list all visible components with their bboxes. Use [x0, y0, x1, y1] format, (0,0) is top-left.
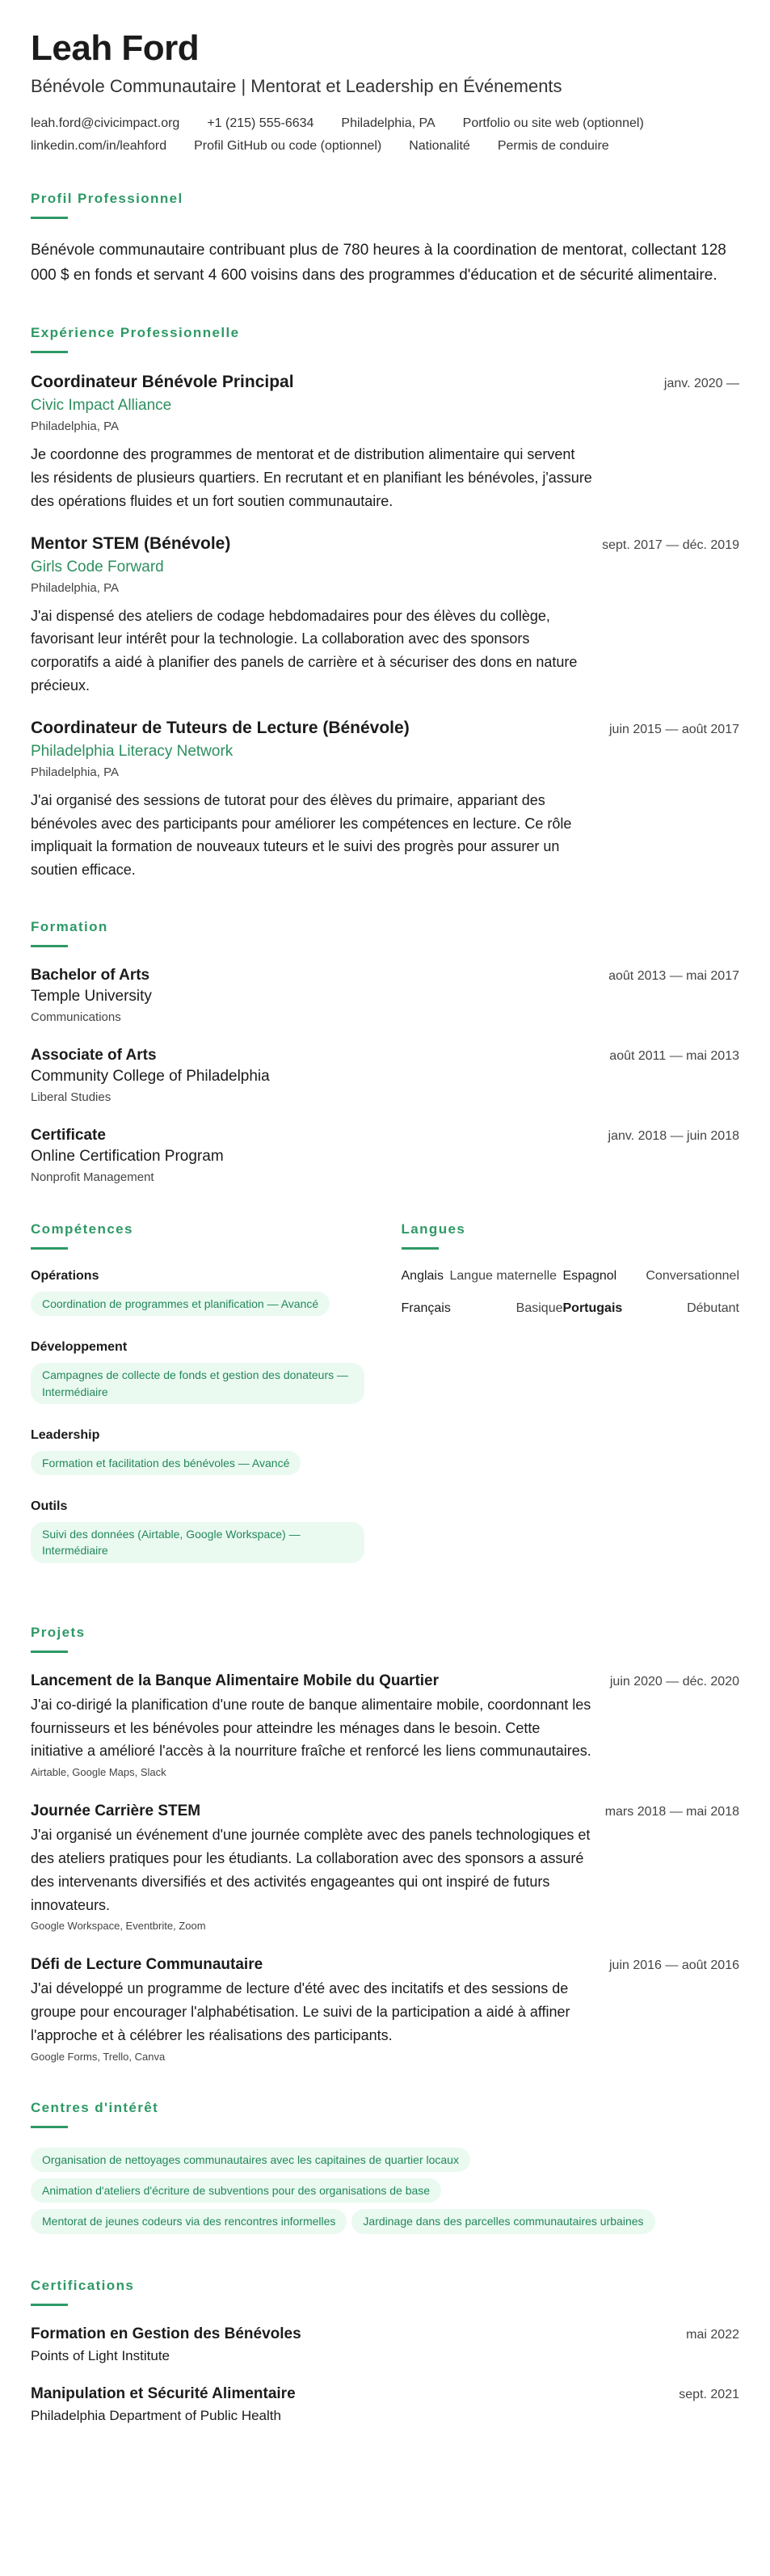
project-date: juin 2016 — août 2016	[608, 1958, 739, 1973]
section-title: Formation	[31, 918, 108, 934]
languages-section	[402, 1221, 740, 1587]
interest-list	[31, 2148, 739, 2241]
job-date: janv. 2020 —	[663, 377, 739, 391]
job-location: Philadelphia, PA	[31, 765, 119, 779]
job-description: J'ai organisé des sessions de tutorat pour des élèves du primaire, appariant des bénévoles avec des participants pour améliorer les compétences en lecture. Ce rôle impliquait la formation de nouveaux tuteurs et le suivi des progrès pour assurer un soutien efficace.	[31, 791, 572, 879]
section-divider	[31, 1651, 68, 1653]
section-divider	[31, 945, 68, 947]
language-name: Anglais	[401, 1268, 444, 1283]
candidate-name: Leah Ford	[31, 28, 200, 68]
school: Community College of Philadelphia	[31, 1067, 270, 1085]
experience-entry	[31, 534, 739, 698]
school: Online Certification Program	[31, 1147, 224, 1165]
certification-issuer: Philadelphia Department of Public Health	[31, 2407, 281, 2423]
project-name: Journée Carrière STEM	[31, 1802, 201, 1820]
experience-entry	[31, 373, 739, 512]
job-organization: Civic Impact Alliance	[31, 397, 172, 415]
skill-category: Développement	[31, 1340, 128, 1355]
job-date: sept. 2017 — déc. 2019	[602, 538, 739, 552]
education-date: janv. 2018 — juin 2018	[608, 1128, 739, 1143]
job-description: Je coordonne des programmes de mentorat et de distribution alimentaire qui servent les résidents de plusieurs quartiers. En recrutant et en planifiant les bénévoles, j'assure des opérations fluides et un fort soutien communautaire.	[31, 446, 592, 509]
school: Temple University	[31, 987, 152, 1005]
section-divider	[31, 2126, 68, 2128]
job-organization: Girls Code Forward	[31, 558, 164, 575]
education-entry	[31, 1127, 739, 1184]
contact-nationality: Nationalité	[409, 139, 470, 154]
interests-section	[31, 2100, 739, 2241]
language-name: Portugais	[562, 1301, 623, 1315]
skill-group	[31, 1499, 369, 1570]
job-date: juin 2015 — août 2017	[608, 722, 739, 736]
language-name: Français	[401, 1301, 451, 1315]
section-title: Centres d'intérêt	[31, 2099, 159, 2115]
language-level: Conversationnel	[646, 1268, 739, 1283]
skill-chip: Formation et facilitation des bénévoles — Avancé	[31, 1451, 301, 1475]
section-divider	[31, 1247, 68, 1250]
project-entry	[31, 1802, 739, 1932]
job-title: Coordinateur Bénévole Principal	[31, 373, 294, 392]
profile-summary: Bénévole communautaire contribuant plus de 780 heures à la coordination de mentorat, collectant 128 000 $ en fonds et servant 4 600 voisins dans des programmes d'éducation et de sécurité alimentaire.	[31, 242, 726, 284]
skills-section	[31, 1221, 369, 1587]
skill-group	[31, 1340, 369, 1410]
interest-chip: Organisation de nettoyages communautaires avec les capitaines de quartier locaux	[31, 2148, 470, 2172]
certification-entry	[31, 2325, 739, 2364]
job-location: Philadelphia, PA	[31, 419, 119, 434]
project-entry	[31, 1672, 739, 1778]
section-title: Profil Professionnel	[31, 191, 183, 207]
resume-header	[31, 29, 739, 154]
contact-email[interactable]: leah.ford@civicimpact.org	[31, 116, 180, 131]
certification-entry	[31, 2385, 739, 2424]
section-divider	[402, 1247, 439, 1250]
skill-group	[31, 1269, 369, 1322]
section-divider	[31, 2304, 68, 2306]
education-entry	[31, 1047, 739, 1104]
field-of-study: Liberal Studies	[31, 1090, 112, 1104]
section-title: Projets	[31, 1624, 86, 1640]
education-date: août 2011 — mai 2013	[609, 1048, 739, 1063]
project-tools: Airtable, Google Maps, Slack	[31, 1766, 166, 1779]
contact-portfolio[interactable]: Portfolio ou site web (optionnel)	[462, 116, 644, 131]
project-description: J'ai organisé un événement d'une journée complète avec des panels technologiques et des ateliers pratiques pour les étudiants. La collaboration avec des sponsors a assuré des intervenants diversifiés et des activités engageantes qui ont inspiré de futurs innovateurs.	[31, 1827, 591, 1913]
contact-github[interactable]: Profil GitHub ou code (optionnel)	[194, 139, 382, 154]
project-name: Lancement de la Banque Alimentaire Mobile du Quartier	[31, 1672, 440, 1689]
skill-group	[31, 1428, 369, 1482]
skill-category: Outils	[31, 1499, 68, 1514]
field-of-study: Nonprofit Management	[31, 1170, 154, 1184]
project-date: mars 2018 — mai 2018	[604, 1805, 739, 1819]
degree: Associate of Arts	[31, 1046, 157, 1064]
education-entry	[31, 967, 739, 1024]
projects-section	[31, 1625, 739, 2063]
certifications-section	[31, 2278, 739, 2424]
job-location: Philadelphia, PA	[31, 580, 119, 595]
skill-chip: Suivi des données (Airtable, Google Workspace) — Intermédiaire	[31, 1522, 364, 1563]
language-level: Langue maternelle	[449, 1268, 558, 1283]
section-title: Expérience Professionnelle	[31, 325, 240, 341]
contact-linkedin[interactable]: linkedin.com/in/leahford	[31, 139, 167, 154]
project-tools: Google Workspace, Eventbrite, Zoom	[31, 1920, 206, 1933]
project-description: J'ai co-dirigé la planification d'une route de banque alimentaire mobile, coordonnant les fournisseurs et les bénévoles pour atteindre les ménages dans le besoin. Cette initiative a amélioré l'accès à la nourriture fraîche et renforcé les liens communautaires.	[31, 1696, 591, 1760]
language-level: Débutant	[687, 1301, 739, 1315]
contact-phone[interactable]: +1 (215) 555-6634	[207, 116, 314, 131]
contact-list	[31, 116, 739, 154]
job-title: Mentor STEM (Bénévole)	[31, 533, 231, 553]
contact-license: Permis de conduire	[497, 139, 609, 154]
project-name: Défi de Lecture Communautaire	[31, 1956, 263, 1974]
skill-category: Opérations	[31, 1268, 99, 1283]
experience-section	[31, 325, 739, 882]
certification-name: Manipulation et Sécurité Alimentaire	[31, 2384, 296, 2402]
project-description: J'ai développé un programme de lecture d'été avec des incitatifs et des sessions de groupe pour encourager l'alphabétisation. Le suivi de la participation a aidé à affiner l'approche et à célébrer les réalisations des participants.	[31, 1980, 570, 2043]
language-list	[402, 1269, 740, 1316]
project-tools: Google Forms, Trello, Canva	[31, 2050, 166, 2063]
education-section	[31, 919, 739, 1184]
certification-issuer: Points of Light Institute	[31, 2347, 170, 2363]
project-entry	[31, 1956, 739, 2062]
skills-languages-row	[31, 1221, 739, 1587]
headline: Bénévole Communautaire | Mentorat et Leadership en Événements	[31, 76, 562, 97]
job-organization: Philadelphia Literacy Network	[31, 742, 234, 760]
certification-date: sept. 2021	[679, 2387, 739, 2401]
section-divider	[31, 217, 68, 219]
interest-chip: Jardinage dans des parcelles communautaires urbaines	[351, 2209, 654, 2233]
job-title: Coordinateur de Tuteurs de Lecture (Bénévole)	[31, 718, 410, 737]
skill-category: Leadership	[31, 1427, 100, 1442]
language-name: Espagnol	[562, 1268, 617, 1283]
interest-chip: Animation d'ateliers d'écriture de subventions pour des organisations de base	[31, 2178, 441, 2203]
profile-section	[31, 191, 739, 288]
field-of-study: Communications	[31, 1010, 121, 1024]
language-level: Basique	[515, 1301, 563, 1315]
certification-name: Formation en Gestion des Bénévoles	[31, 2325, 301, 2342]
certification-date: mai 2022	[686, 2327, 739, 2342]
section-title: Langues	[401, 1221, 466, 1237]
section-divider	[31, 351, 68, 353]
job-description: J'ai dispensé des ateliers de codage hebdomadaires pour des élèves du collège, favorisant leur intérêt pour la technologie. La collaboration avec des sponsors corporatifs a aidé à planifier des panels de carrière et à sécuriser des dons en nature précieux.	[31, 607, 578, 694]
degree: Bachelor of Arts	[31, 966, 150, 984]
section-title: Certifications	[31, 2277, 135, 2293]
degree: Certificate	[31, 1126, 106, 1144]
contact-location: Philadelphia, PA	[341, 116, 435, 131]
experience-entry	[31, 719, 739, 882]
skill-chip: Coordination de programmes et planification — Avancé	[31, 1292, 330, 1316]
education-date: août 2013 — mai 2017	[608, 968, 739, 983]
section-title: Compétences	[31, 1221, 133, 1237]
project-date: juin 2020 — déc. 2020	[609, 1674, 739, 1689]
interest-chip: Mentorat de jeunes codeurs via des rencontres informelles	[31, 2209, 347, 2233]
skill-chip: Campagnes de collecte de fonds et gestion des donateurs — Intermédiaire	[31, 1363, 364, 1404]
